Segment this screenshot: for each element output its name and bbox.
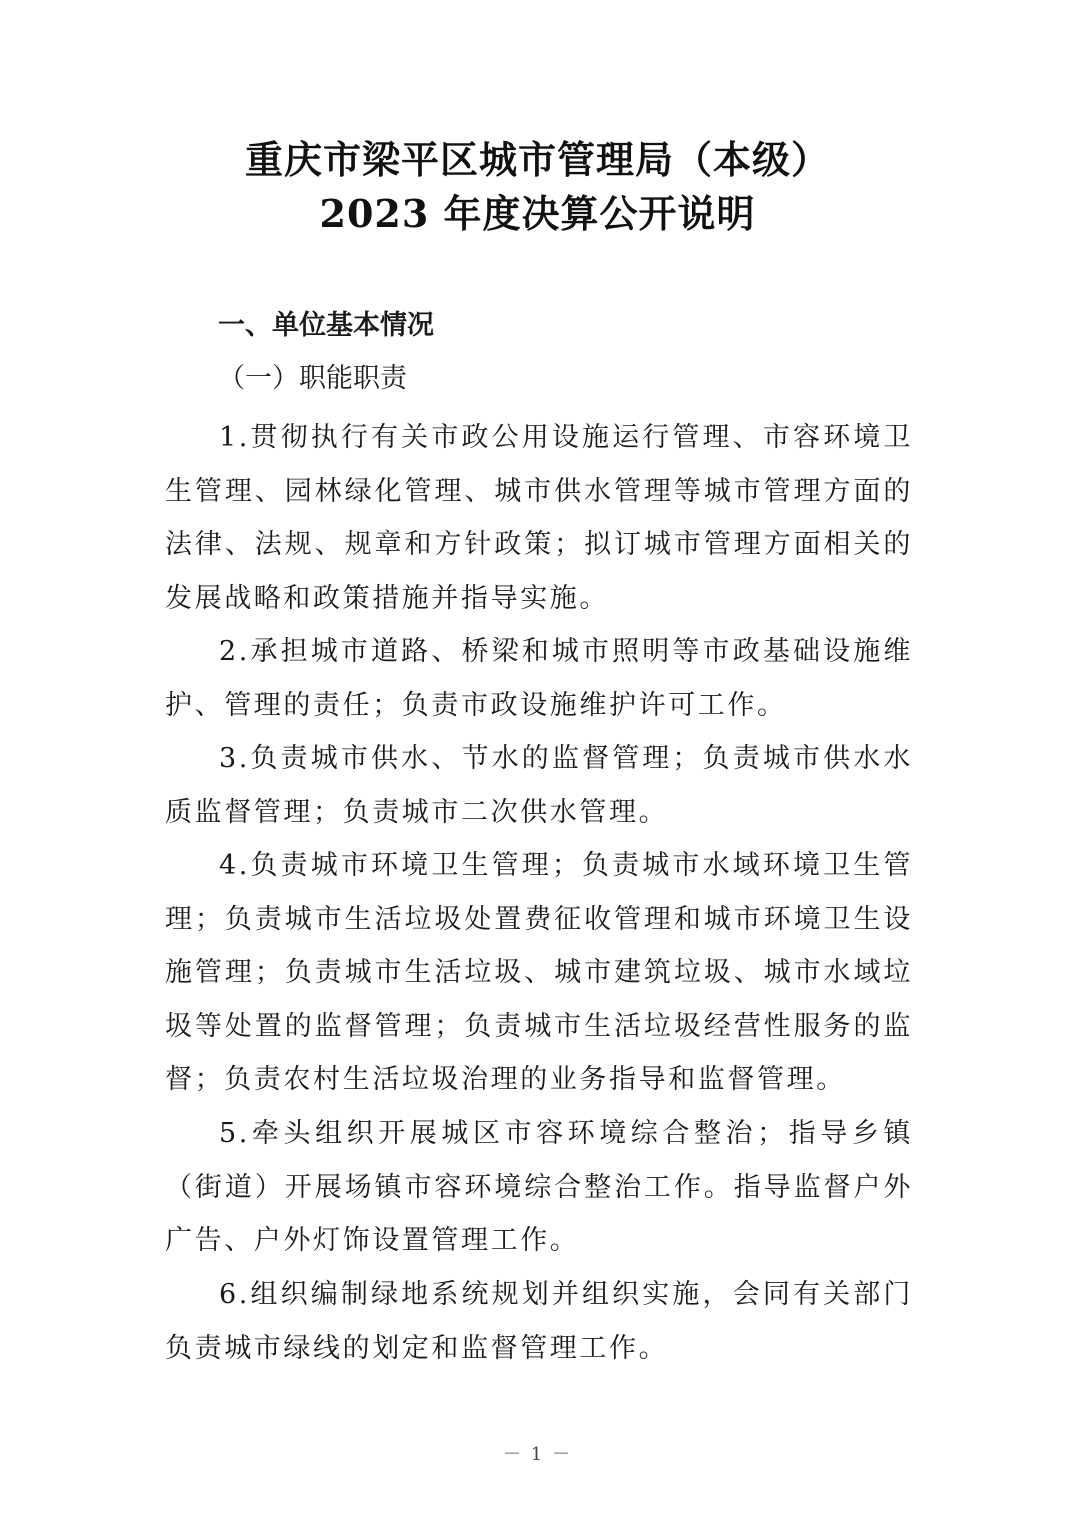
section-heading: 一、单位基本情况 [218, 310, 434, 341]
paragraph-duty-2: 2.承担城市道路、桥梁和城市照明等市政基础设施维护、管理的责任；负责市政设施维护许可工作。 [165, 636, 913, 721]
document-title-line1: 重庆市梁平区城市管理局（本级） [244, 137, 830, 182]
paragraph-duty-5: 5.牵头组织开展城区市容环境综合整治；指导乡镇（街道）开展场镇市容环境综合整治工作。指导监督户外广告、户外灯饰设置管理工作。 [165, 1118, 913, 1257]
paragraph-duty-6: 6.组织编制绿地系统规划并组织实施，会同有关部门负责城市绿线的划定和监督管理工作。 [165, 1279, 913, 1364]
paragraph-duty-4: 4.负责城市环境卫生管理；负责城市水域环境卫生管理；负责城市生活垃圾处置费征收管理和城市环境卫生设施管理；负责城市生活垃圾、城市建筑垃圾、城市水域垃圾等处置的监督管理；负责城市生活垃圾经营性服务的监督；负责农村生活垃圾治理的业务指导和监督管理。 [165, 850, 913, 1096]
paragraph-duty-3: 3.负责城市供水、节水的监督管理；负责城市供水水质监督管理；负责城市二次供水管理。 [165, 743, 913, 828]
paragraph-duty-1: 1.贯彻执行有关市政公用设施运行管理、市容环境卫生管理、园林绿化管理、城市供水管理等城市管理方面的法律、法规、规章和方针政策；拟订城市管理方面相关的发展战略和政策措施并指导实施。 [165, 422, 913, 614]
document-title-line2: 2023 年度决算公开说明 [319, 191, 756, 236]
page-number: － 1 － [503, 1444, 572, 1465]
subsection-heading: （一）职能职责 [218, 363, 407, 394]
